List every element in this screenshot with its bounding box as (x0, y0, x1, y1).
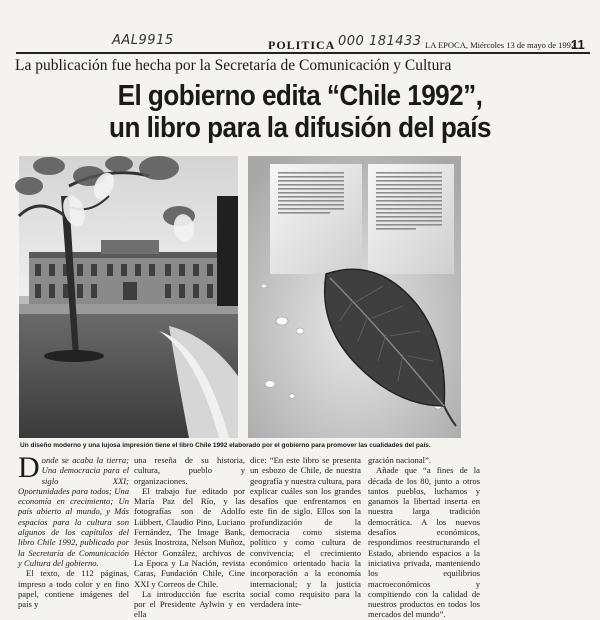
handwritten-archive-number: 000 181433 (338, 34, 422, 49)
col2-paragraph-2: El trabajo fue editado por María Paz del Río, y las fotografías son de Adolfo Lübbert, Claudio Pino, Luciano Fernández, The Image Bank, Jesús Inostroza, Nelson Muñoz, Héctor González, archivos de La Epoca y La Nación, revista Caras, Fundación Chile, Cine XXI y Correos de Chile. (134, 485, 245, 589)
col4-paragraph-2: Añade que “a fines de la década de los 80, junto a otros tantos pueblos, luchamos y ganamos la libertad inserta en nuestra larga tradición democrática. A los nuevos desafíos económicos, respondimos reestructurando el Estado, abriendo espacios a la iniciativa privada, manteniendo los equilibrios macroeconómicos y compitiendo con la calidad de nuestros productos en todos los mercados del mundo”. (368, 465, 480, 620)
page-number: 11 (571, 37, 585, 52)
col3-paragraph-1: dice: “En este libro se presenta un esbozo de Chile, de nuestra geografía y nuestra cultura, para explicar cuáles son los grandes desafíos que enfrentamos en este fin de siglo. Ellos son la profundización de la democracia como sistema político y como cultura de convivencia; el crecimiento económico orientado hacia la incorporación a la economía internacional; y la justicia social como requisito para la verdadera inte- (250, 455, 361, 610)
headline-line-2: un libro para la difusión del país (109, 112, 491, 144)
section-title: POLITICA (268, 38, 336, 52)
article-column-1 (18, 451, 129, 610)
article-headline (0, 80, 600, 144)
col4-paragraph-1: gración nacional”. (368, 455, 431, 465)
headline-line-1: El gobierno edita “Chile 1992”, (117, 80, 483, 112)
col2-paragraph-1: una reseña de su historia, cultura, pueblo y organizaciones. (134, 455, 245, 486)
book-photo (248, 156, 461, 438)
col2-paragraph-3: La introducción fue escrita por el Presidente Aylwin y en ella (134, 588, 245, 620)
drop-cap: D (18, 451, 40, 484)
col1-paragraph-2: El texto, de 112 páginas, impreso a todo color y en fino papel, contiene imágenes del país y (18, 568, 129, 610)
photo-caption: Un diseño moderno y una lujosa impresión tiene el libro Chile 1992 elaborado por el gobierno para promover las cualidades del país. (20, 442, 431, 449)
col1-paragraph-1: onde se acaba la tierra; Una democracia para el siglo XXI; Oportunidades para todos; Una economía en crecimiento; Un país abierto al mundo, y Más espacios para la cultura son algunos de los capítulos del libro Chile 1992, publicado por la Secretaría de Comunicación y Cultura del gobierno. (18, 455, 129, 568)
header-rule (16, 52, 590, 54)
handwritten-archive-code: AAL9915 (112, 33, 174, 48)
article-kicker: La publicación fue hecha por la Secretaría de Comunicación y Cultura (15, 57, 452, 74)
dateline: LA EPOCA, Miércoles 13 de mayo de 1992 (425, 40, 576, 50)
palace-photo (19, 156, 238, 438)
article-column-4 (368, 455, 480, 620)
book-illustration (248, 156, 461, 438)
palace-illustration (19, 156, 238, 438)
article-column-2 (134, 455, 245, 620)
article-column-3 (250, 455, 361, 610)
